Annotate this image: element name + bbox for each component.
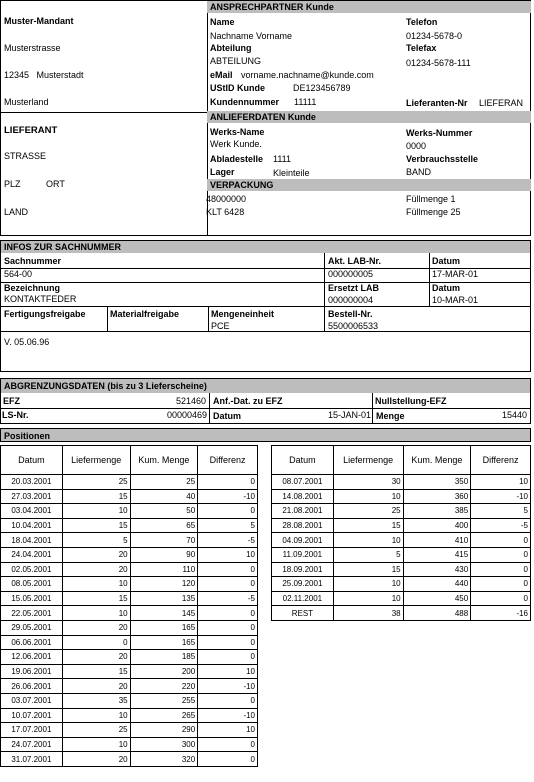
cell-liefermenge: 5 [62, 533, 130, 548]
lieferant-land: LAND [4, 207, 29, 217]
cell-datum: 14.08.2001 [272, 489, 334, 504]
cell-datum: 21.08.2001 [272, 504, 334, 519]
cell-liefermenge: 10 [62, 737, 130, 752]
lieferant-street: STRASSE [4, 151, 47, 161]
cell-datum: 02.05.2001 [1, 562, 63, 577]
cell-differenz: -10 [198, 489, 258, 504]
table-row [1, 518, 258, 533]
name-value: Nachname Vorname [210, 31, 293, 41]
cell-kum-menge: 70 [130, 533, 198, 548]
fertigungsfreigabe-label: Fertigungsfreigabe [4, 309, 86, 319]
col-header-liefermenge: Liefermenge [333, 446, 403, 475]
abgrenzung-row-line [0, 408, 531, 409]
abgrenzung-col-line [372, 393, 373, 424]
cell-kum-menge: 300 [130, 737, 198, 752]
werks-name-value: Werk Kunde. [210, 139, 262, 149]
telefax-label: Telefax [406, 43, 437, 53]
table-row [1, 620, 258, 635]
cell-differenz: -10 [471, 489, 531, 504]
table-row [272, 475, 531, 490]
cell-datum: 22.05.2001 [1, 606, 63, 621]
anlieferdaten-header: ANLIEFERDATEN Kunde [207, 111, 531, 123]
cell-liefermenge: 10 [333, 591, 403, 606]
cell-liefermenge: 38 [333, 606, 403, 621]
cell-datum: 28.08.2001 [272, 518, 334, 533]
cell-kum-menge: 450 [403, 591, 471, 606]
cell-differenz: 5 [471, 504, 531, 519]
lieferanten-nr-label: Lieferanten-Nr [406, 98, 468, 108]
table-row [272, 518, 531, 533]
cell-differenz: 0 [198, 635, 258, 650]
lieferant-plz: PLZ [4, 179, 21, 189]
cell-kum-menge: 165 [130, 635, 198, 650]
bezeichnung-value: KONTAKTFEDER [4, 294, 77, 304]
cell-datum: 25.09.2001 [272, 577, 334, 592]
ustid-value: DE123456789 [293, 83, 351, 93]
cell-datum: 06.06.2001 [1, 635, 63, 650]
table-row [1, 504, 258, 519]
cell-kum-menge: 65 [130, 518, 198, 533]
cell-kum-menge: 110 [130, 562, 198, 577]
datum-label: Datum [213, 411, 242, 421]
nullstellung-label: Nullstellung-EFZ [375, 396, 447, 406]
cell-liefermenge: 10 [62, 504, 130, 519]
cell-liefermenge: 20 [62, 679, 130, 694]
cell-datum: REST [272, 606, 334, 621]
cell-kum-menge: 145 [130, 606, 198, 621]
table-row [1, 635, 258, 650]
verpackung-header: VERPACKUNG [207, 179, 531, 191]
cell-differenz: -16 [471, 606, 531, 621]
cell-differenz: 10 [198, 723, 258, 738]
cell-datum: 29.05.2001 [1, 620, 63, 635]
cell-differenz: 5 [198, 518, 258, 533]
cell-differenz: 0 [471, 591, 531, 606]
mandant-name: Muster-Mandant [4, 16, 74, 26]
table-row [1, 737, 258, 752]
cell-kum-menge: 400 [403, 518, 471, 533]
cell-differenz: 0 [198, 737, 258, 752]
cell-differenz: 0 [198, 693, 258, 708]
cell-datum: 10.07.2001 [1, 708, 63, 723]
telefon-label: Telefon [406, 17, 438, 27]
version-note: V. 05.06.96 [4, 337, 50, 347]
cell-liefermenge: 20 [62, 547, 130, 562]
infos-col-line [208, 306, 209, 331]
cell-differenz: 0 [198, 475, 258, 490]
cell-liefermenge: 20 [62, 752, 130, 767]
sachnummer-label: Sachnummer [4, 256, 62, 266]
positionen-header: Positionen [0, 428, 531, 442]
cell-kum-menge: 360 [403, 489, 471, 504]
cell-liefermenge: 15 [62, 489, 130, 504]
cell-datum: 18.09.2001 [272, 562, 334, 577]
cell-datum: 08.07.2001 [272, 475, 334, 490]
table-row [1, 723, 258, 738]
table-row [1, 693, 258, 708]
cell-kum-menge: 135 [130, 591, 198, 606]
bezeichnung-label: Bezeichnung [4, 283, 61, 293]
infos-header: INFOS ZUR SACHNUMMER [1, 241, 530, 253]
menge-label: Menge [376, 411, 405, 421]
cell-differenz: 10 [198, 547, 258, 562]
verbrauchsstelle-value: BAND [406, 167, 432, 177]
table-row [1, 547, 258, 562]
lieferanten-nr-value: LIEFERAN [479, 98, 524, 108]
cell-datum: 24.07.2001 [1, 737, 63, 752]
table-row [1, 679, 258, 694]
cell-differenz: -10 [198, 708, 258, 723]
table-row [1, 475, 258, 490]
cell-kum-menge: 165 [130, 620, 198, 635]
abgrenzung-col-line [209, 393, 210, 424]
cell-kum-menge: 385 [403, 504, 471, 519]
cell-kum-menge: 25 [130, 475, 198, 490]
cell-kum-menge: 40 [130, 489, 198, 504]
datum1-value: 17-MAR-01 [432, 269, 479, 279]
table-row [1, 664, 258, 679]
cell-liefermenge: 20 [62, 650, 130, 665]
cell-differenz: 0 [198, 504, 258, 519]
name-label: Name [210, 17, 235, 27]
datum2-label: Datum [432, 283, 461, 293]
cell-kum-menge: 265 [130, 708, 198, 723]
ustid-label: UStID Kunde [210, 83, 265, 93]
cell-differenz: -10 [198, 679, 258, 694]
lieferant-title: LIEFERANT [4, 125, 58, 136]
positionen-table-left [0, 445, 258, 767]
table-row [1, 533, 258, 548]
infos-col-line [107, 306, 108, 331]
sachnummer-value: 564-00 [4, 269, 33, 279]
cell-kum-menge: 320 [130, 752, 198, 767]
akt-lab-label: Akt. LAB-Nr. [328, 256, 382, 266]
ls-nr-value: 00000469 [166, 410, 207, 420]
cell-kum-menge: 488 [403, 606, 471, 621]
cell-datum: 27.03.2001 [1, 489, 63, 504]
mandant-city: 12345 Musterstadt [4, 70, 84, 80]
cell-kum-menge: 90 [130, 547, 198, 562]
table-row [1, 708, 258, 723]
cell-datum: 24.04.2001 [1, 547, 63, 562]
verpackung-item-1: 48000000 [206, 194, 247, 204]
col-header-datum: Datum [1, 446, 63, 475]
mandant-country: Musterland [4, 97, 49, 107]
cell-kum-menge: 50 [130, 504, 198, 519]
cell-kum-menge: 290 [130, 723, 198, 738]
kundennummer-value: 11111 [294, 97, 317, 107]
positionen-table-right [271, 445, 531, 621]
cell-datum: 12.06.2001 [1, 650, 63, 665]
telefon-value: 01234-5678-0 [406, 31, 463, 41]
cell-differenz: -5 [471, 518, 531, 533]
ersetzt-lab-label: Ersetzt LAB [328, 283, 380, 293]
cell-differenz: 0 [471, 562, 531, 577]
cell-liefermenge: 10 [333, 489, 403, 504]
abteilung-value: ABTEILUNG [210, 56, 262, 66]
infos-row-line [0, 331, 531, 332]
mandant-street: Musterstrasse [4, 43, 61, 53]
cell-datum: 02.11.2001 [272, 591, 334, 606]
mengeneinheit-value: PCE [211, 321, 230, 331]
email-label: eMail [210, 70, 233, 80]
cell-differenz: 10 [471, 475, 531, 490]
cell-liefermenge: 5 [333, 547, 403, 562]
abladestelle-label: Abladestelle [210, 154, 264, 164]
cell-datum: 03.07.2001 [1, 693, 63, 708]
cell-liefermenge: 0 [62, 635, 130, 650]
table-row [272, 606, 531, 621]
cell-liefermenge: 10 [333, 577, 403, 592]
cell-liefermenge: 35 [62, 693, 130, 708]
table-row [272, 577, 531, 592]
cell-kum-menge: 185 [130, 650, 198, 665]
email-value: vorname.nachname@kunde.com [241, 70, 374, 80]
cell-liefermenge: 25 [333, 504, 403, 519]
lager-value: Kleinteile [273, 168, 310, 178]
cell-kum-menge: 430 [403, 562, 471, 577]
werks-nummer-value: 0000 [406, 141, 427, 151]
table-row [272, 504, 531, 519]
cell-datum: 03.04.2001 [1, 504, 63, 519]
cell-kum-menge: 120 [130, 577, 198, 592]
abteilung-label: Abteilung [210, 43, 252, 53]
cell-liefermenge: 10 [62, 577, 130, 592]
cell-differenz: 0 [198, 562, 258, 577]
cell-datum: 10.04.2001 [1, 518, 63, 533]
table-row [272, 562, 531, 577]
col-header-datum: Datum [272, 446, 334, 475]
cell-kum-menge: 220 [130, 679, 198, 694]
table-row [272, 489, 531, 504]
cell-differenz: 0 [198, 752, 258, 767]
cell-differenz: 0 [198, 577, 258, 592]
cell-differenz: 10 [198, 664, 258, 679]
cell-kum-menge: 415 [403, 547, 471, 562]
infos-row-line [0, 306, 531, 307]
ansprechpartner-header: ANSPRECHPARTNER Kunde [207, 1, 531, 13]
datum2-value: 10-MAR-01 [432, 295, 479, 305]
lieferant-ort: ORT [46, 179, 65, 189]
lager-label: Lager [210, 167, 235, 177]
cell-datum: 04.09.2001 [272, 533, 334, 548]
cell-liefermenge: 15 [62, 664, 130, 679]
cell-datum: 26.06.2001 [1, 679, 63, 694]
efz-label: EFZ [3, 396, 20, 406]
cell-differenz: 0 [198, 606, 258, 621]
cell-liefermenge: 10 [333, 533, 403, 548]
abgrenzung-header: ABGRENZUNGSDATEN (bis zu 3 Lieferscheine) [1, 379, 530, 393]
kundennummer-label: Kundennummer [210, 97, 280, 107]
cell-liefermenge: 15 [62, 591, 130, 606]
cell-datum: 15.05.2001 [1, 591, 63, 606]
cell-kum-menge: 255 [130, 693, 198, 708]
col-header-differenz: Differenz [198, 446, 258, 475]
col-header-kum-menge: Kum. Menge [130, 446, 198, 475]
cell-liefermenge: 25 [62, 475, 130, 490]
table-row [1, 752, 258, 767]
table-row [1, 591, 258, 606]
bestell-nr-label: Bestell-Nr. [328, 309, 373, 319]
mengeneinheit-label: Mengeneinheit [211, 309, 275, 319]
cell-liefermenge: 20 [62, 562, 130, 577]
cell-datum: 31.07.2001 [1, 752, 63, 767]
cell-differenz: 0 [471, 533, 531, 548]
cell-liefermenge: 25 [62, 723, 130, 738]
efz-value: 521460 [175, 396, 206, 406]
col-header-liefermenge: Liefermenge [62, 446, 130, 475]
ersetzt-lab-value: 000000004 [328, 295, 374, 305]
cell-liefermenge: 10 [62, 606, 130, 621]
cell-differenz: 0 [471, 547, 531, 562]
infos-col-line [324, 253, 325, 331]
cell-liefermenge: 30 [333, 475, 403, 490]
telefax-value: 01234-5678-111 [406, 58, 471, 68]
cell-liefermenge: 20 [62, 620, 130, 635]
werks-name-label: Werks-Name [210, 127, 265, 137]
cell-liefermenge: 15 [333, 518, 403, 533]
cell-kum-menge: 440 [403, 577, 471, 592]
cell-differenz: -5 [198, 591, 258, 606]
cell-datum: 08.05.2001 [1, 577, 63, 592]
cell-liefermenge: 15 [333, 562, 403, 577]
mandant-box [0, 0, 207, 236]
table-row [1, 577, 258, 592]
verbrauchsstelle-label: Verbrauchsstelle [406, 154, 479, 164]
col-header-kum-menge: Kum. Menge [403, 446, 471, 475]
table-row [1, 489, 258, 504]
cell-datum: 11.09.2001 [272, 547, 334, 562]
col-header-differenz: Differenz [471, 446, 531, 475]
datum-value: 15-JAN-01 [327, 410, 371, 420]
datum1-label: Datum [432, 256, 461, 266]
infos-col-line [429, 253, 430, 306]
cell-differenz: 0 [198, 650, 258, 665]
table-row [1, 650, 258, 665]
akt-lab-value: 000000005 [328, 269, 374, 279]
cell-kum-menge: 410 [403, 533, 471, 548]
cell-datum: 19.06.2001 [1, 664, 63, 679]
bestell-nr-value: 5500006533 [328, 321, 379, 331]
verpackung-fill-1: Füllmenge 1 [406, 194, 456, 204]
table-row [272, 591, 531, 606]
anf-dat-label: Anf.-Dat. zu EFZ [213, 396, 283, 406]
ls-nr-label: LS-Nr. [2, 410, 29, 420]
cell-datum: 20.03.2001 [1, 475, 63, 490]
cell-kum-menge: 200 [130, 664, 198, 679]
table-row [1, 562, 258, 577]
abladestelle-value: 1111 [273, 154, 292, 164]
cell-datum: 18.04.2001 [1, 533, 63, 548]
cell-datum: 17.07.2001 [1, 723, 63, 738]
table-row [272, 547, 531, 562]
cell-liefermenge: 10 [62, 708, 130, 723]
verpackung-item-2: KLT 6428 [206, 207, 245, 217]
cell-liefermenge: 15 [62, 518, 130, 533]
materialfreigabe-label: Materialfreigabe [110, 309, 180, 319]
verpackung-fill-2: Füllmenge 25 [406, 207, 461, 217]
menge-value: 15440 [501, 410, 527, 420]
mandant-divider [0, 112, 207, 113]
cell-differenz: -5 [198, 533, 258, 548]
cell-kum-menge: 350 [403, 475, 471, 490]
cell-differenz: 0 [198, 620, 258, 635]
werks-nummer-label: Werks-Nummer [406, 128, 473, 138]
cell-differenz: 0 [471, 577, 531, 592]
table-row [1, 606, 258, 621]
table-row [272, 533, 531, 548]
